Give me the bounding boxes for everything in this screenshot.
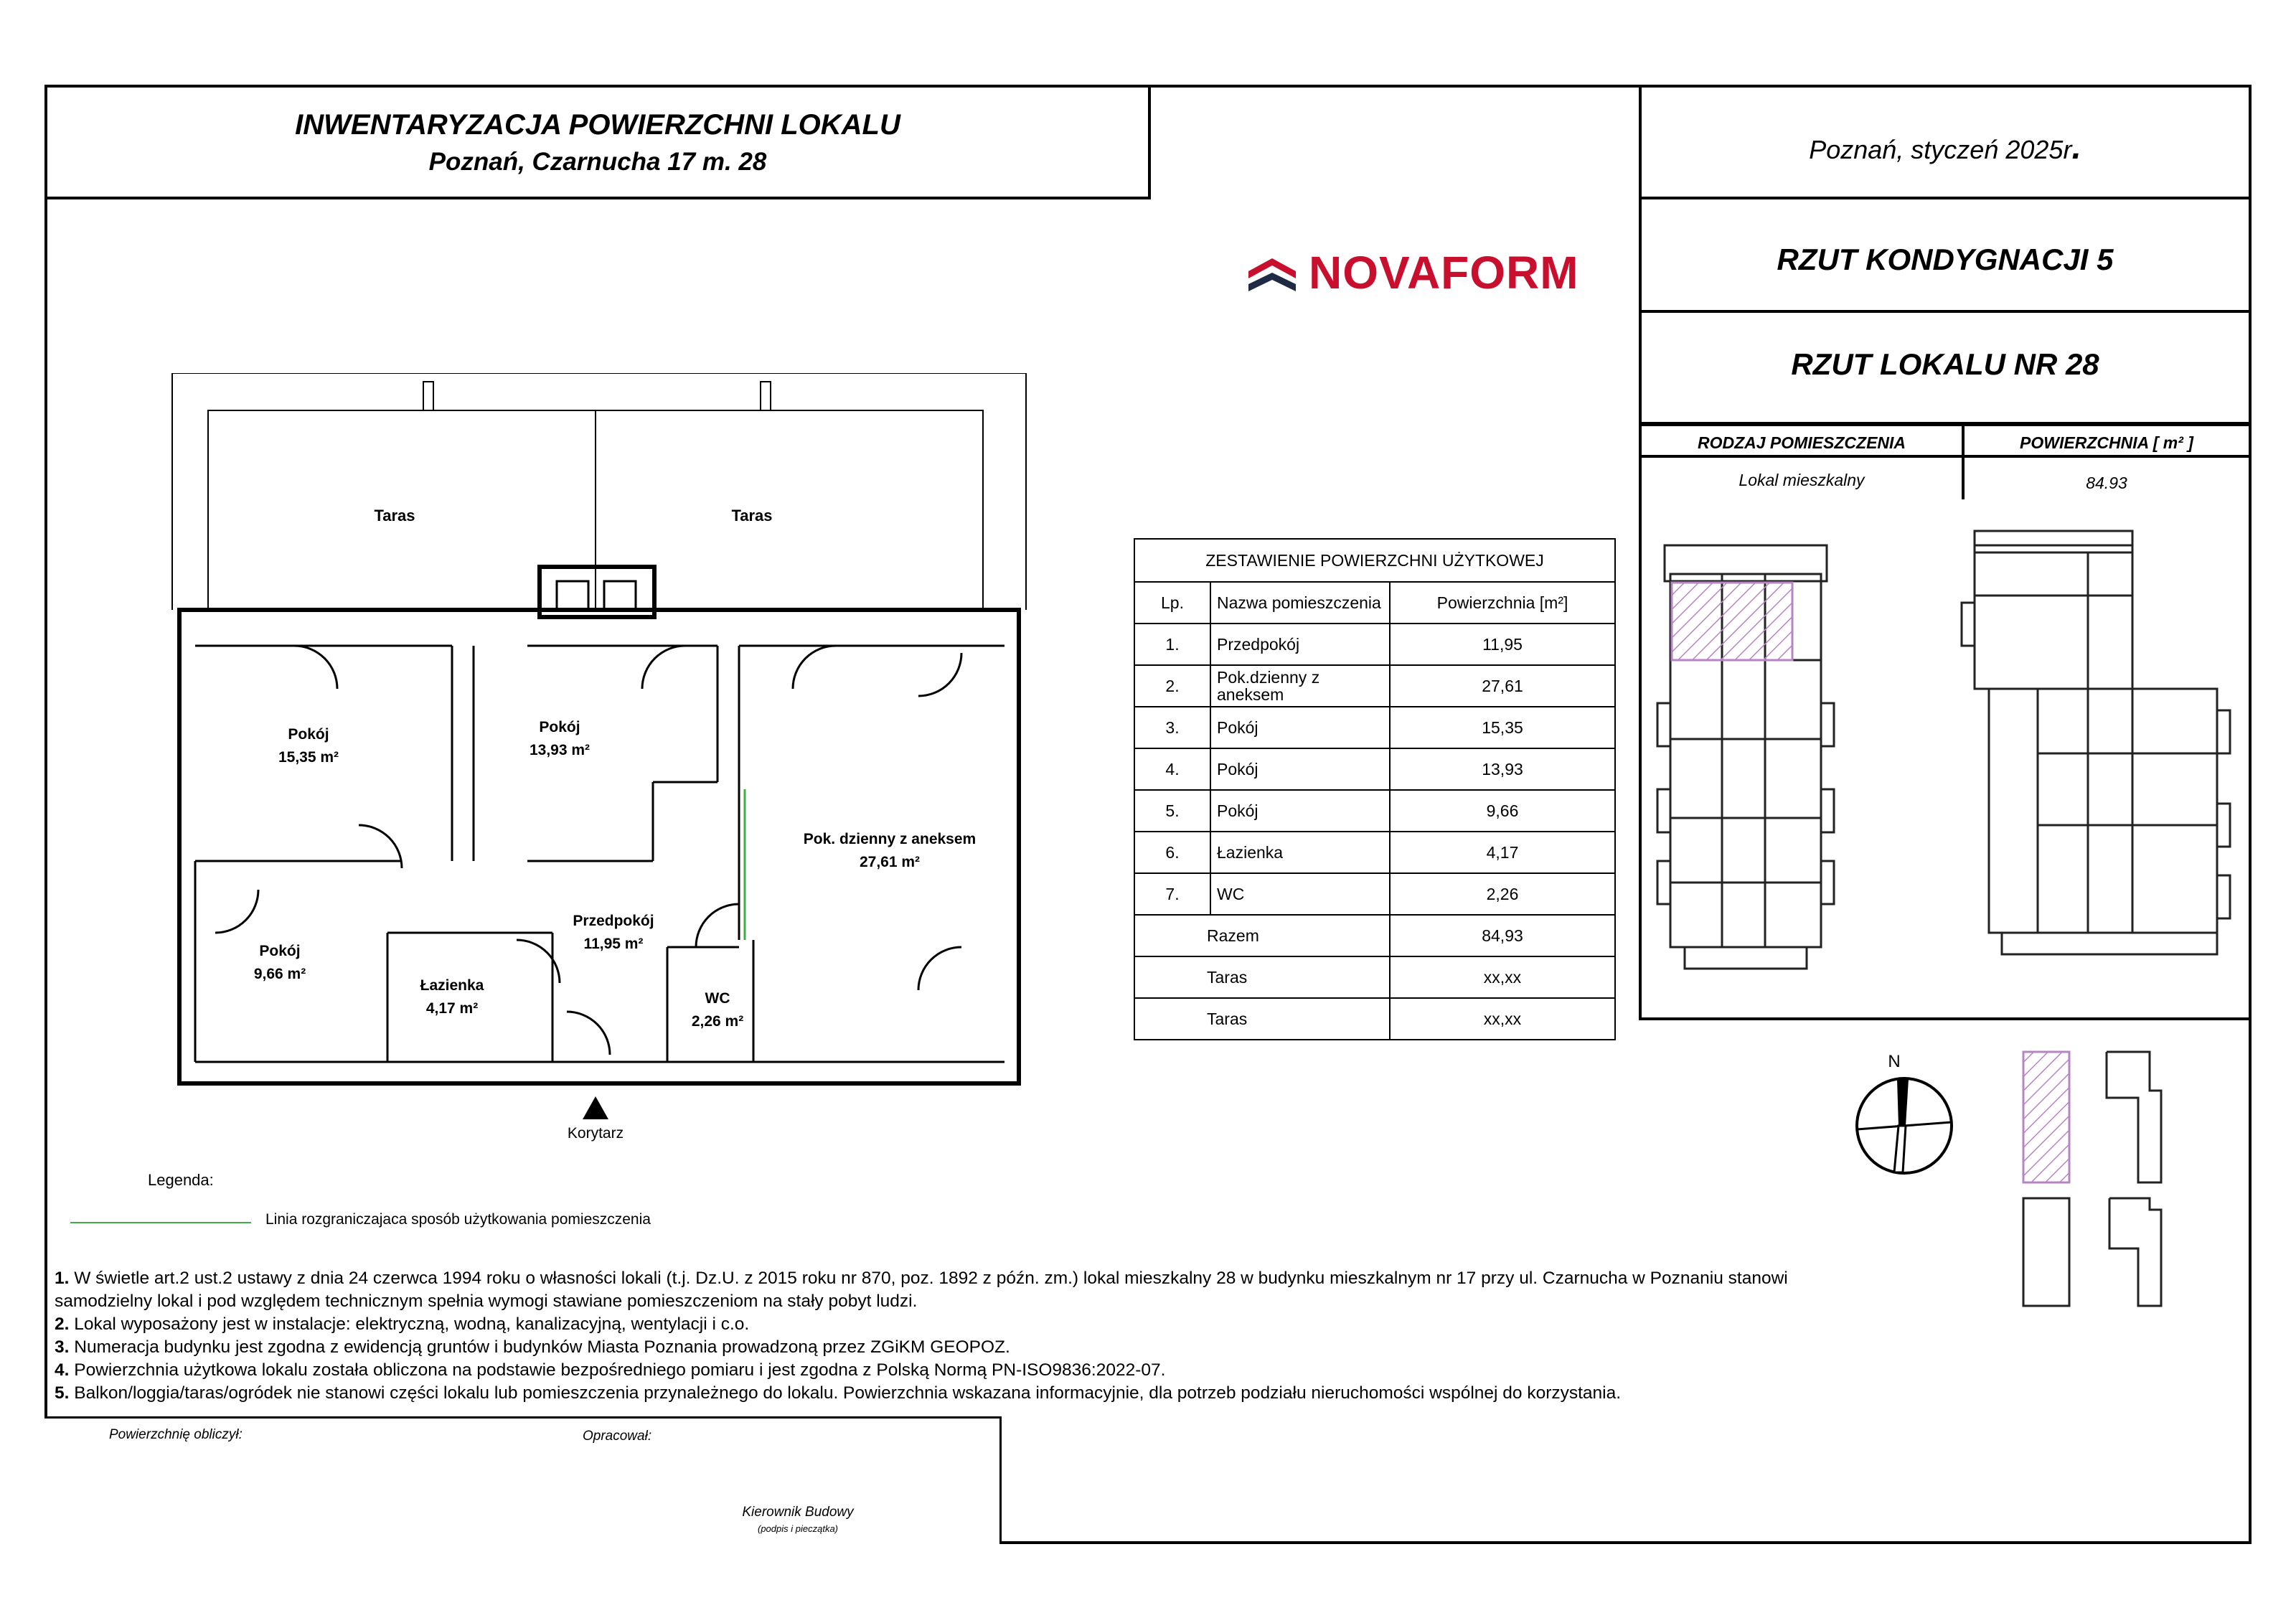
signature-box xyxy=(44,1416,1002,1544)
logo-text: NOVAFORM xyxy=(1309,247,1579,298)
room-label: Pokój 9,66 m² xyxy=(253,943,306,982)
room-label: Łazienka 4,17 m² xyxy=(420,977,484,1017)
area-table-row-area: 84.93 xyxy=(1962,455,2252,502)
summary-title: ZESTAWIENIE POWIERZCHNI UŻYTKOWEJ xyxy=(1134,539,1615,582)
novaform-logo xyxy=(1247,247,1591,298)
entrance-arrow-icon xyxy=(581,1095,610,1121)
note-1: 1. W świetle art.2 ust.2 ustawy z dnia 24 czerwca 1994 roku o własności lokali (t.j. Dz.U. z 2015 roku nr 870, poz. 1892 z późn. zm.) lokal mieszkalny 28 w budynku mieszkalnym nr 17 przy ul. Czarnucha w Poznaniu stanowi xyxy=(55,1269,1788,1288)
area-table-row-type: Lokal mieszkalny xyxy=(1639,455,1965,502)
note-3: 3. Numeracja budynku jest zgodna z ewidencją gruntów i budynków Miasta Poznania prowadzoną przez ZGiKM GEOPOZ. xyxy=(55,1337,1010,1357)
summary-terrace-row: Taras xx,xx xyxy=(1134,956,1615,998)
date-text: Poznań, styczeń 2025r. xyxy=(1809,128,2081,166)
legend-line-text: Linia rozgraniczajaca sposób użytkowania pomieszczenia xyxy=(265,1211,651,1228)
summary-header-lp: Lp. xyxy=(1134,582,1210,624)
table-row: 1. Przedpokój 11,95 xyxy=(1134,624,1615,665)
terrace-right-label: Taras xyxy=(731,507,773,524)
manager-note: (podpis i pieczątka) xyxy=(758,1523,838,1534)
unit-title-box xyxy=(1639,310,2252,425)
key-plan-drawing xyxy=(1650,517,2246,976)
floor-title: RZUT KONDYGNACJI 5 xyxy=(1777,243,2114,276)
room-label: Pokój 13,93 m² xyxy=(529,719,591,758)
table-row: 5. Pokój 9,66 xyxy=(1134,790,1615,832)
summary-terrace-row: Taras xx,xx xyxy=(1134,998,1615,1040)
manager-label: Kierownik Budowy xyxy=(742,1505,854,1520)
unit-title: RZUT LOKALU NR 28 xyxy=(1791,347,2099,381)
summary-total-row: Razem 84,93 xyxy=(1134,915,1615,956)
note-4: 4. Powierzchnia użytkowa lokalu została obliczona na podstawie bezpośredniego pomiaru i jest zgodna z Polską Normą PN-ISO9836:2022-07. xyxy=(55,1360,1166,1380)
site-plan xyxy=(2009,1048,2253,1313)
area-table-header-type: RODZAJ POMIESZCZENIA xyxy=(1639,423,1965,458)
room-label: Pok. dzienny z aneksem 27,61 m² xyxy=(803,831,977,870)
prepared-by-label: Opracował: xyxy=(583,1429,652,1444)
table-row: 3. Pokój 15,35 xyxy=(1134,707,1615,748)
page-title: INWENTARYZACJA POWIERZCHNI LOKALU xyxy=(295,109,900,141)
logo-mark-icon xyxy=(1247,253,1297,293)
note-5: 5. Balkon/loggia/taras/ogródek nie stanowi części lokalu lub pomieszczenia przynależnego do lokalu. Powierzchnia wskazana informacyjnie, dla potrzeb podziału nieruchomości wspólnej do korzystania. xyxy=(55,1383,1622,1403)
north-label: N xyxy=(1888,1052,1901,1071)
compass-icon xyxy=(1854,1072,1962,1180)
page-address: Poznań, Czarnucha 17 m. 28 xyxy=(428,148,767,176)
table-row: 2. Pok.dzienny z aneksem 27,61 xyxy=(1134,665,1615,707)
table-row: 7. WC 2,26 xyxy=(1134,873,1615,915)
floor-title-box xyxy=(1639,197,2252,313)
note-1-cont: samodzielny lokal i pod względem technicznym spełnia wymogi stawiane pomieszczeniom na stały pobyt ludzi. xyxy=(55,1292,918,1311)
summary-header-area: Powierzchnia [m²] xyxy=(1390,582,1615,624)
table-row: 6. Łazienka 4,17 xyxy=(1134,832,1615,873)
room-label: Przedpokój 11,95 m² xyxy=(573,913,654,952)
table-row: 4. Pokój 13,93 xyxy=(1134,748,1615,790)
note-2: 2. Lokal wyposażony jest w instalacje: elektryczną, wodną, kanalizacyjną, wentylacji i c.o. xyxy=(55,1314,750,1334)
room-label: Pokój 15,35 m² xyxy=(278,726,339,766)
terrace-left-label: Taras xyxy=(374,507,415,524)
corridor-label: Korytarz xyxy=(567,1125,624,1142)
room-label: WC 2,26 m² xyxy=(691,990,744,1030)
calculated-by-label: Powierzchnię obliczył: xyxy=(109,1427,243,1442)
summary-header-name: Nazwa pomieszczenia xyxy=(1210,582,1390,624)
summary-table xyxy=(1134,538,1616,1040)
area-table-header-area: POWIERZCHNIA [ m² ] xyxy=(1962,423,2252,458)
title-box xyxy=(44,85,1151,199)
date-box xyxy=(1639,85,2252,199)
legend-line xyxy=(70,1222,251,1223)
legend-title: Legenda: xyxy=(148,1171,214,1189)
